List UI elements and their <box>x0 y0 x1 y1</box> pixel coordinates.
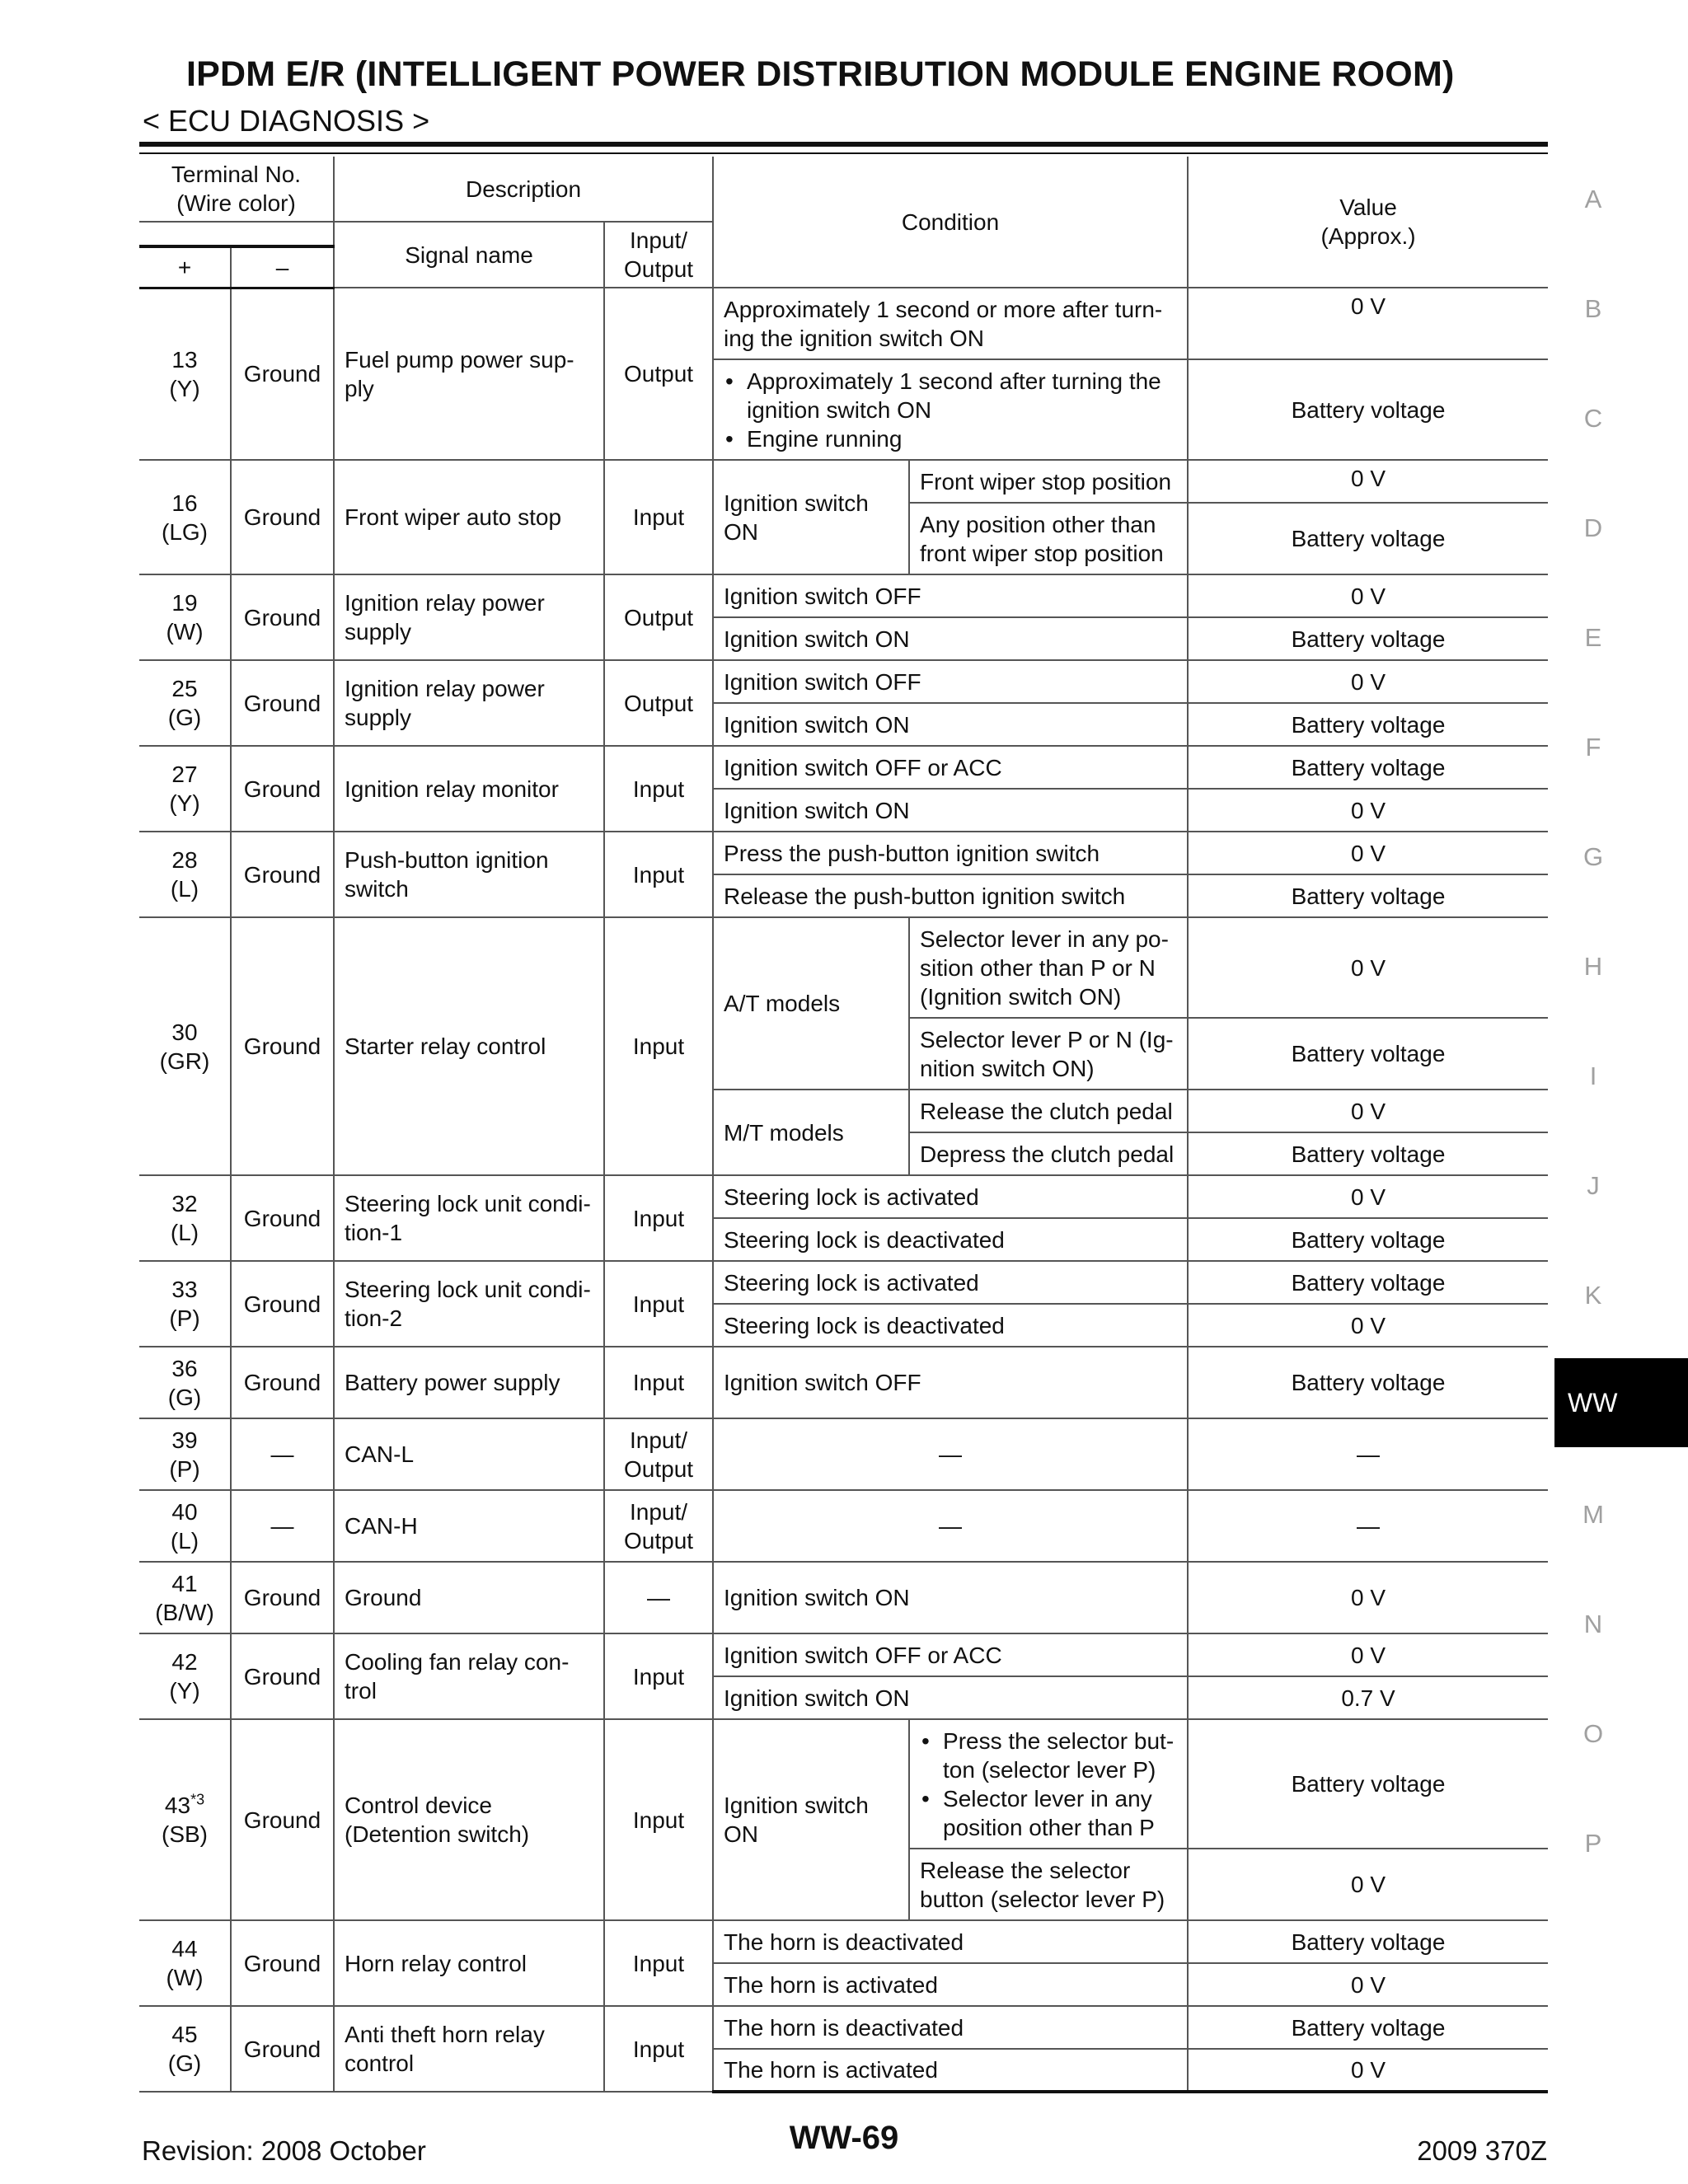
table-row <box>139 460 1548 503</box>
header-rule-thin <box>139 152 1548 154</box>
value: 0 V <box>1188 1175 1548 1218</box>
io-type: Input <box>604 1261 713 1347</box>
value: Battery voltage <box>1188 617 1548 660</box>
table-row <box>139 1719 1548 1849</box>
value: Battery voltage <box>1188 1261 1548 1304</box>
io-type: Input <box>604 1920 713 2006</box>
table-row <box>139 1490 1548 1562</box>
value: Battery voltage <box>1188 1132 1548 1175</box>
terminal-no-header: Terminal No. (Wire color) <box>139 157 334 222</box>
value: Battery voltage <box>1188 874 1548 917</box>
condition: Ignition switch OFF <box>713 660 1188 703</box>
condition: Ignition switch ON <box>713 1562 1188 1633</box>
condition: The horn is activated <box>713 2049 1188 2092</box>
table-row <box>139 574 1548 617</box>
io-type: Input <box>604 460 713 574</box>
index-letter-j[interactable]: J <box>1587 1171 1600 1200</box>
signal-name: Ignition relay power supply <box>334 660 604 746</box>
terminal-25: 25 (G) <box>139 660 231 746</box>
signal-name: Anti theft horn relay control <box>334 2006 604 2092</box>
value: 0.7 V <box>1188 1676 1548 1719</box>
condition: Ignition switch OFF <box>713 574 1188 617</box>
table-row <box>139 917 1548 1018</box>
io-type: — <box>604 1562 713 1633</box>
condition: Ignition switch ON <box>713 1676 1188 1719</box>
condition: Ignition switch OFF or ACC <box>713 1633 1188 1676</box>
sub-condition: • Press the selector but- ton (selector lever P) • Selector lever in any position other than P <box>909 1719 1188 1849</box>
minus-terminal: Ground <box>231 917 334 1175</box>
minus-terminal: Ground <box>231 1175 334 1261</box>
condition: Steering lock is deactivated <box>713 1218 1188 1261</box>
table-row <box>139 1562 1548 1633</box>
table-row <box>139 288 1548 359</box>
io-type: Output <box>604 574 713 660</box>
index-letter-a[interactable]: A <box>1584 185 1602 213</box>
terminal-33: 33 (P) <box>139 1261 231 1347</box>
plus-header: + <box>139 246 231 288</box>
value: — <box>1188 1490 1548 1562</box>
index-letter-g[interactable]: G <box>1582 842 1604 871</box>
index-letter-n[interactable]: N <box>1583 1610 1603 1638</box>
io-type: Input <box>604 2006 713 2092</box>
signal-name-header: Signal name <box>334 222 604 288</box>
condition: Press the push-button ignition switch <box>713 832 1188 874</box>
value: 0 V <box>1188 1963 1548 2006</box>
signal-name: Ground <box>334 1562 604 1633</box>
page-number: WW-69 <box>789 2120 899 2156</box>
sub-condition: Depress the clutch pedal <box>909 1132 1188 1175</box>
index-letter-i[interactable]: I <box>1589 1062 1597 1090</box>
value: 0 V <box>1188 2049 1548 2092</box>
terminal-spec-table <box>139 157 1548 2093</box>
value: 0 V <box>1188 574 1548 617</box>
minus-terminal: Ground <box>231 1920 334 2006</box>
signal-name: Fuel pump power sup- ply <box>334 288 604 460</box>
table-row <box>139 1347 1548 1418</box>
minus-terminal: Ground <box>231 746 334 832</box>
io-type: Input <box>604 746 713 832</box>
revision-date: Revision: 2008 October <box>142 2135 426 2166</box>
condition: Steering lock is deactivated <box>713 1304 1188 1347</box>
terminal-16: 16 (LG) <box>139 460 231 574</box>
io-type: Output <box>604 660 713 746</box>
value: Battery voltage <box>1188 503 1548 574</box>
minus-terminal: Ground <box>231 1633 334 1719</box>
value: 0 V <box>1188 660 1548 703</box>
table-row <box>139 832 1548 874</box>
minus-terminal: Ground <box>231 660 334 746</box>
index-tab-ww-active[interactable]: WW <box>1554 1358 1688 1447</box>
condition: The horn is deactivated <box>713 2006 1188 2049</box>
section-subtitle: < ECU DIAGNOSIS > <box>143 104 430 138</box>
terminal-no-header-spacer <box>139 222 334 246</box>
minus-header: – <box>231 246 334 288</box>
index-letter-d[interactable]: D <box>1583 513 1603 542</box>
signal-name: Control device (Detention switch) <box>334 1719 604 1920</box>
index-letter-o[interactable]: O <box>1582 1719 1604 1748</box>
description-header: Description <box>334 157 713 222</box>
terminal-43: 43$^{*3}$ (SB) <box>139 1719 231 1920</box>
io-type: Input/ Output <box>604 1490 713 1562</box>
minus-terminal: Ground <box>231 288 334 460</box>
io-type: Output <box>604 288 713 460</box>
value: 0 V <box>1188 1090 1548 1132</box>
minus-terminal: Ground <box>231 832 334 917</box>
condition: The horn is activated <box>713 1963 1188 2006</box>
value: Battery voltage <box>1188 1018 1548 1090</box>
sub-condition: Front wiper stop position <box>909 460 1188 503</box>
sub-condition: Release the clutch pedal <box>909 1090 1188 1132</box>
condition: • Approximately 1 second after turning the ignition switch ON • Engine running <box>713 359 1188 460</box>
signal-name: Front wiper auto stop <box>334 460 604 574</box>
condition: — <box>713 1418 1188 1490</box>
terminal-19: 19 (W) <box>139 574 231 660</box>
signal-name: Starter relay control <box>334 917 604 1175</box>
terminal-42: 42 (Y) <box>139 1633 231 1719</box>
table-row <box>139 1418 1548 1490</box>
value-header: Value (Approx.) <box>1188 157 1548 288</box>
page-title: IPDM E/R (INTELLIGENT POWER DISTRIBUTION MODULE ENGINE ROOM) <box>186 54 1455 94</box>
value: Battery voltage <box>1188 703 1548 746</box>
terminal-41: 41 (B/W) <box>139 1562 231 1633</box>
signal-name: CAN-H <box>334 1490 604 1562</box>
io-type: Input <box>604 1719 713 1920</box>
value: Battery voltage <box>1188 1347 1548 1418</box>
condition: Ignition switch ON <box>713 703 1188 746</box>
condition: Ignition switch OFF or ACC <box>713 746 1188 789</box>
io-type: Input <box>604 917 713 1175</box>
terminal-44: 44 (W) <box>139 1920 231 2006</box>
table-row <box>139 1633 1548 1676</box>
condition: Ignition switch ON <box>713 617 1188 660</box>
minus-terminal: — <box>231 1418 334 1490</box>
io-type: Input <box>604 832 713 917</box>
index-letter-k[interactable]: K <box>1584 1281 1602 1310</box>
io-type: Input/ Output <box>604 1418 713 1490</box>
index-letter-m[interactable]: M <box>1582 1500 1604 1529</box>
io-type: Input <box>604 1347 713 1418</box>
value: 0 V <box>1188 789 1548 832</box>
value: 0 V <box>1188 1633 1548 1676</box>
condition: The horn is deactivated <box>713 1920 1188 1963</box>
value: — <box>1188 1418 1548 1490</box>
minus-terminal: Ground <box>231 574 334 660</box>
signal-name: Ignition relay monitor <box>334 746 604 832</box>
signal-name: CAN-L <box>334 1418 604 1490</box>
value: Battery voltage <box>1188 1218 1548 1261</box>
value: 0 V <box>1188 460 1548 503</box>
io-type: Input <box>604 1175 713 1261</box>
condition: Ignition switch ON <box>713 460 909 574</box>
signal-name: Ignition relay power supply <box>334 574 604 660</box>
sub-condition: Selector lever in any po- sition other than P or N (Ignition switch ON) <box>909 917 1188 1018</box>
value: Battery voltage <box>1188 1920 1548 1963</box>
value: 0 V <box>1188 917 1548 1018</box>
minus-terminal: Ground <box>231 1261 334 1347</box>
value: 0 V <box>1188 1562 1548 1633</box>
signal-name: Steering lock unit condi- tion-2 <box>334 1261 604 1347</box>
sub-condition: Release the selector button (selector lever P) <box>909 1849 1188 1920</box>
signal-name: Cooling fan relay con- trol <box>334 1633 604 1719</box>
condition-header: Condition <box>713 157 1188 288</box>
io-header: Input/ Output <box>604 222 713 288</box>
minus-terminal: Ground <box>231 1562 334 1633</box>
index-letter-b[interactable]: B <box>1584 294 1602 323</box>
header-rule-thick <box>139 142 1548 147</box>
vehicle-model: 2009 370Z <box>1417 2135 1547 2166</box>
table-row <box>139 660 1548 703</box>
signal-name: Push-button ignition switch <box>334 832 604 917</box>
index-letter-e[interactable]: E <box>1584 623 1602 652</box>
table-row <box>139 1261 1548 1304</box>
value: Battery voltage <box>1188 746 1548 789</box>
table-row <box>139 746 1548 789</box>
signal-name: Horn relay control <box>334 1920 604 2006</box>
signal-name: Battery power supply <box>334 1347 604 1418</box>
table-row <box>139 2006 1548 2049</box>
condition: Ignition switch ON <box>713 789 1188 832</box>
sub-condition: Selector lever P or N (Ig- nition switch ON) <box>909 1018 1188 1090</box>
condition: Release the push-button ignition switch <box>713 874 1188 917</box>
minus-terminal: Ground <box>231 1347 334 1418</box>
value: 0 V <box>1188 288 1548 359</box>
terminal-32: 32 (L) <box>139 1175 231 1261</box>
io-type: Input <box>604 1633 713 1719</box>
index-letter-c[interactable]: C <box>1583 404 1603 433</box>
condition: A/T models <box>713 917 909 1090</box>
value: 0 V <box>1188 1304 1548 1347</box>
minus-terminal: Ground <box>231 460 334 574</box>
index-letter-f[interactable]: F <box>1585 733 1601 762</box>
condition: Steering lock is activated <box>713 1261 1188 1304</box>
terminal-30: 30 (GR) <box>139 917 231 1175</box>
terminal-36: 36 (G) <box>139 1347 231 1418</box>
terminal-13: 13 (Y) <box>139 288 231 460</box>
value: Battery voltage <box>1188 359 1548 460</box>
terminal-45: 45 (G) <box>139 2006 231 2092</box>
terminal-40: 40 (L) <box>139 1490 231 1562</box>
terminal-39: 39 (P) <box>139 1418 231 1490</box>
condition: Approximately 1 second or more after turn- ing the ignition switch ON <box>713 288 1188 359</box>
table-row <box>139 1175 1548 1218</box>
value: Battery voltage <box>1188 2006 1548 2049</box>
value: Battery voltage <box>1188 1719 1548 1849</box>
signal-name: Steering lock unit condi- tion-1 <box>334 1175 604 1261</box>
index-letter-h[interactable]: H <box>1583 952 1603 981</box>
table-row <box>139 1920 1548 1963</box>
condition: Steering lock is activated <box>713 1175 1188 1218</box>
terminal-27: 27 (Y) <box>139 746 231 832</box>
minus-terminal: — <box>231 1490 334 1562</box>
index-letter-p[interactable]: P <box>1584 1829 1602 1858</box>
condition: — <box>713 1490 1188 1562</box>
minus-terminal: Ground <box>231 1719 334 1920</box>
sub-condition: Any position other than front wiper stop position <box>909 503 1188 574</box>
condition: M/T models <box>713 1090 909 1175</box>
minus-terminal: Ground <box>231 2006 334 2092</box>
terminal-28: 28 (L) <box>139 832 231 917</box>
value: 0 V <box>1188 832 1548 874</box>
value: 0 V <box>1188 1849 1548 1920</box>
condition: Ignition switch OFF <box>713 1347 1188 1418</box>
condition: Ignition switch ON <box>713 1719 909 1920</box>
